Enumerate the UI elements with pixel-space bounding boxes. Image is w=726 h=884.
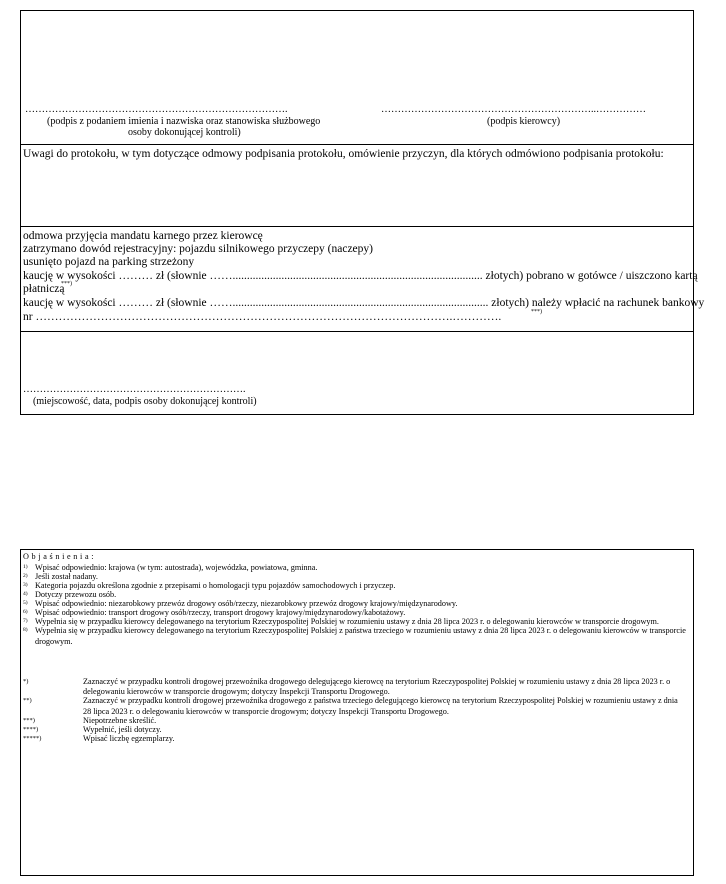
explanation-text: Wypełnia się w przypadku kierowcy delegowanego na terytorium Rzeczypospolitej Polskiej w rozumieniu ustawy z dnia 28 lipca 2023 r. o delegowaniu kierowców w transporcie drogowym. — [35, 617, 659, 627]
option-vehicle-removed[interactable] — [23, 256, 194, 268]
footnote-mark: ***) — [531, 309, 542, 315]
explanation-mark: 2) — [23, 573, 28, 580]
option-deposit-account: nr ……………………………………………………………………………………………….…………. — [23, 311, 502, 323]
driver-signature-caption: (podpis kierowcy) — [487, 116, 561, 127]
explanations-title: O b j a ś n i e n i a : — [23, 552, 94, 561]
explanation-item — [23, 626, 687, 647]
explanation-text: Kategoria pojazdu określona zgodnie z przepisami o homologacji typu pojazdów samochodowych i przyczep. — [35, 581, 396, 591]
explanation-mark: ***) — [23, 716, 35, 724]
footnote-mark: ***) — [61, 281, 72, 287]
explanation-text: Wpisać odpowiednio: transport drogowy osób/rzeczy, transport drogowy krajowy/międzynarodowy/kabotażowy. — [35, 608, 406, 618]
explanations-section — [20, 549, 694, 876]
official-signature-line: ……………………………………………………………………. — [25, 104, 288, 115]
explanation-mark: 8) — [23, 627, 28, 634]
explanation-mark: 4) — [23, 591, 28, 598]
option-label: zatrzymano dowód rejestracyjny: — [23, 243, 177, 255]
explanation-mark: **) — [23, 697, 32, 705]
driver-signature-line: ………………………………………………………..…………… — [381, 104, 646, 115]
explanation-mark: 1) — [23, 564, 28, 570]
explanation-text: Niepotrzebne skreślić. — [83, 715, 157, 725]
remarks-section — [21, 144, 693, 227]
explanation-text: Wypełnić, jeśli dotyczy. — [83, 724, 162, 734]
place-signature-caption: (miejscowość, data, podpis osoby dokonującej kontroli) — [33, 396, 257, 407]
explanation-text: Wpisać odpowiednio: krajowa (w tym: autostrada), wojewódzka, powiatowa, gminna. — [35, 563, 318, 572]
remarks-label: Uwagi do protokołu, w tym dotyczące odmowy podpisania protokołu, omówienie przyczyn, dla których odmówiono podpisania protokołu: — [23, 148, 664, 160]
option-label: pojazdu silnikowego — [179, 243, 275, 255]
option-label: kaucję w wysokości ……… zł (słownie ……......................................................................................... złotych) należy wpłacić na rachunek bankowy — [23, 297, 705, 309]
option-registration-retained — [23, 243, 373, 255]
explanation-text: Wypełnia się w przypadku kierowcy delegowanego na terytorium Rzeczypospolitej Polskiej z państwa trzeciego w rozumieniu ustawy z dnia 28 lipca 2023 r. o delegowaniu kierowców w transporcie drogowym. — [35, 626, 686, 646]
explanation-mark: 7) — [23, 618, 28, 625]
official-signature-caption-2: osoby dokonującej kontroli) — [128, 127, 241, 138]
option-label: usunięto pojazd na parking strzeżony — [23, 256, 195, 268]
explanation-text: Zaznaczyć w przypadku kontroli drogowej przewoźnika drogowego delegującego kierowcę na terytorium Rzeczypospolitej Polskiej w rozumieniu ustawy z dnia 28 lipca 2023 r. o delegowaniu kierowców w transporcie drogowym; dotyczy Inspekcji Transportu Drogowego. — [83, 677, 671, 697]
explanation-mark: *) — [23, 678, 29, 685]
explanation-item — [23, 696, 687, 717]
explanation-text: Jeśli został nadany. — [35, 572, 98, 582]
explanation-text: Wpisać liczbę egzemplarzy. — [83, 733, 175, 743]
explanation-mark: 5) — [23, 600, 28, 607]
option-label: kaucję w wysokości ……… zł (słownie ……....................................................................................... złotych) pobrano w gotówce / uiszczono kartą — [23, 270, 698, 282]
place-signature-line: …………………………………………………………. — [23, 384, 246, 395]
explanation-text: Wpisać odpowiednio: niezarobkowy przewóz drogowy osób/rzeczy, niezarobkowy przewóz drogowy krajowy/międzynarodowy. — [35, 599, 458, 609]
options-section — [21, 226, 705, 332]
explanation-text: Zaznaczyć w przypadku kontroli drogowej przewoźnika drogowego z państwa trzeciego delegującego kierowcę na terytorium Rzeczypospolitej Polskiej w rozumieniu ustawy z dnia 28 lipca 2023 r. o delegowaniu kierowców w transporcie drogowym; dotyczy Inspekcji Transportu Drogowego. — [83, 696, 678, 716]
option-deposit-to-pay[interactable] — [23, 297, 704, 309]
explanation-item — [23, 677, 687, 698]
option-label: odmowa przyjęcia mandatu karnego przez kierowcę — [23, 230, 263, 242]
explanation-item — [23, 734, 687, 744]
official-signature-caption: (podpis z podaniem imienia i nazwiska oraz stanowiska służbowego — [47, 116, 321, 127]
explanation-mark: ****) — [23, 725, 39, 733]
option-deposit-collected-cont: płatniczą — [23, 283, 65, 295]
explanation-mark: 3) — [23, 582, 28, 589]
option-label: przyczepy (naczepy) — [277, 243, 373, 255]
explanation-mark: 6) — [23, 609, 28, 616]
explanation-text: Dotyczy przewozu osób. — [35, 590, 117, 600]
place-signature-section — [21, 331, 693, 416]
option-refuse-ticket[interactable] — [23, 230, 263, 242]
option-deposit-collected[interactable] — [23, 270, 698, 282]
protocol-form-section — [20, 10, 705, 415]
explanation-mark: *****) — [23, 734, 42, 742]
